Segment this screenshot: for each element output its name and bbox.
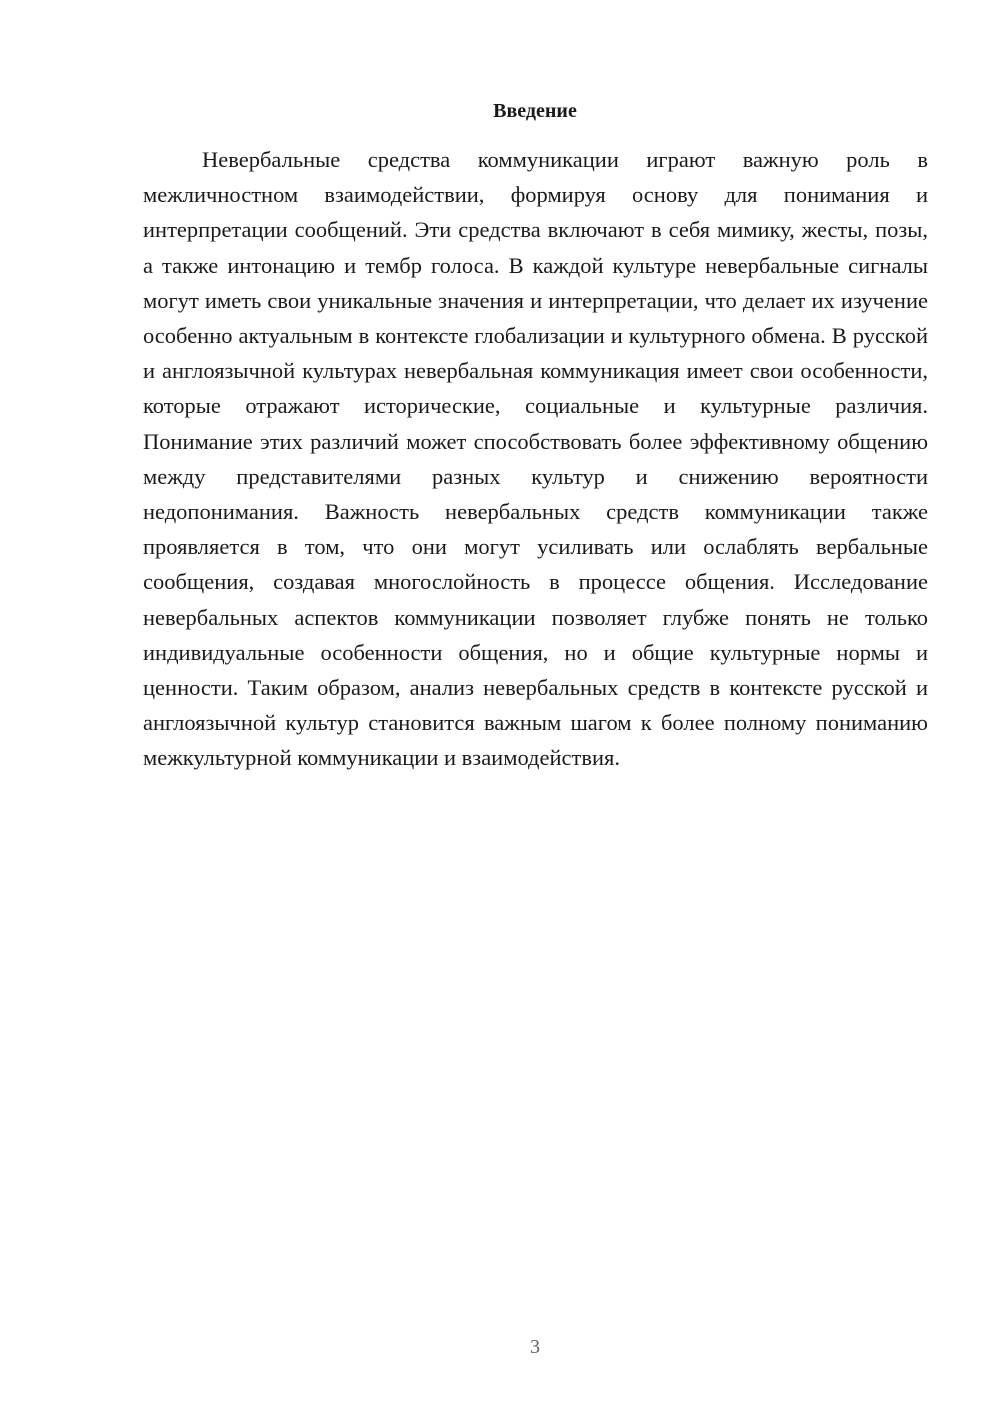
body-paragraph: Невербальные средства коммуникации играют важную роль в межличностном взаимодействии, формируя основу для понимания и интерпретации сообщений. Эти средства включают в себя мимику, жесты, позы, а также интонацию и тембр голоса. В каждой культуре невербальные сигналы могут иметь свои уникальные значения и интерпретации, что делает их изучение особенно актуальным в контексте глобализации и культурного обмена. В русской и англоязычной культурах невербальная коммуникация имеет свои особенности, которые отражают исторические, социальные и культурные различия. Понимание этих различий может способствовать более эффективному общению между представителями разных культур и снижению вероятности недопонимания. Важность невербальных средств коммуникации также проявляется в том, что они могут усиливать или ослаблять вербальные сообщения, создавая многослойность в процессе общения. Исследование невербальных аспектов коммуникации позволяет глубже понять не только индивидуальные особенности общения, но и общие культурные нормы и ценности. Таким образом, анализ невербальных средств в контексте русской и англоязычной культур становится важным шагом к более полному пониманию межкультурной коммуникации и взаимодействия. bbox=[143, 147, 928, 771]
page-title: Введение bbox=[493, 100, 577, 122]
page-number: 3 bbox=[530, 1336, 540, 1358]
